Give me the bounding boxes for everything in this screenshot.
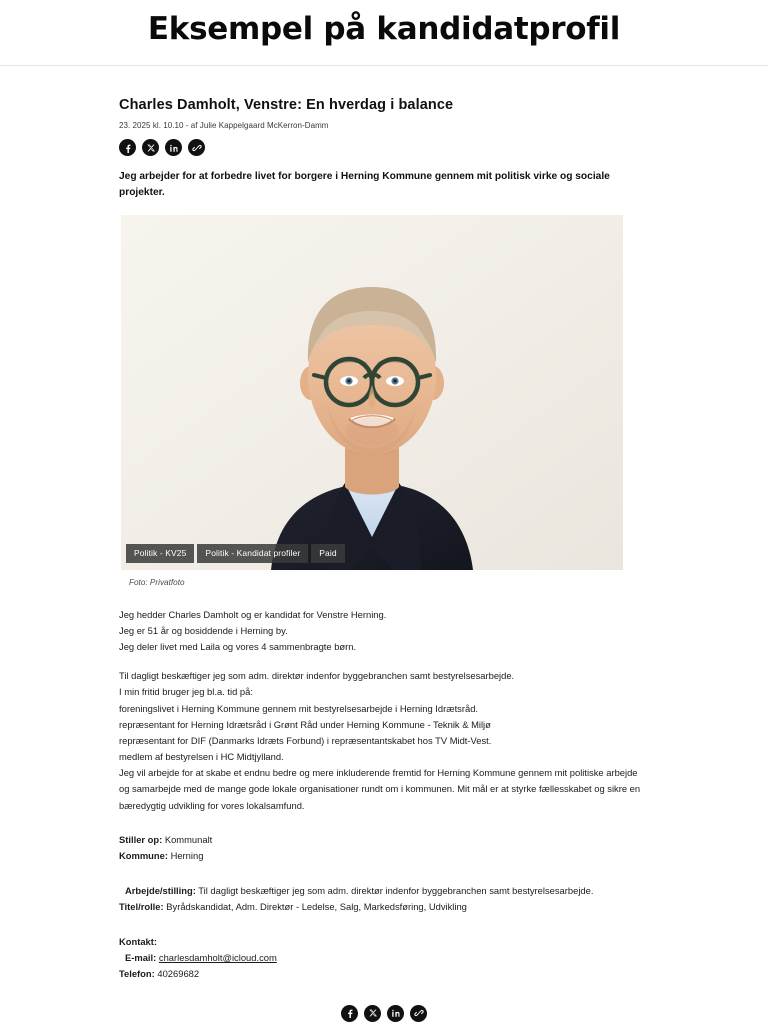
field-arbejde-stilling (119, 883, 649, 899)
social-share-row-top (119, 139, 649, 156)
field-label: Titel/rolle: (119, 901, 164, 913)
contact-email-line (119, 950, 649, 966)
page-title: Eksempel på kandidatprofil (147, 11, 621, 47)
body-line: Til dagligt beskæftiger jeg som adm. direktør indenfor byggebranchen samt bestyrelsesarbejde. (119, 670, 515, 682)
copy-link-icon (414, 1008, 424, 1018)
portrait-illustration (121, 215, 623, 570)
field-stiller-op (119, 832, 649, 848)
article-headline: Charles Damholt, Venstre: En hverdag i balance (119, 96, 454, 113)
field-label: Kommune: (119, 850, 168, 862)
x-share-icon (368, 1008, 378, 1018)
article-lead: Jeg arbejder for at forbedre livet for borgere i Herning Kommune gennem mit politisk virke og sociale projekter. (119, 171, 610, 199)
contact-email-label: E-mail: (125, 951, 157, 963)
category-tag[interactable]: Politik - KV25 (126, 544, 194, 563)
category-tag[interactable]: Politik - Kandidat profiler (197, 544, 308, 563)
facebook-share-button[interactable] (119, 139, 136, 156)
article-byline: 23. 2025 kl. 10.10 - af Julie Kappelgaard McKerron-Damm (119, 120, 329, 130)
body-line: repræsentant for Herning Idrætsråd i Grønt Råd under Herning Kommune - Teknik & Miljø (119, 718, 491, 730)
paragraph-spacer (119, 655, 649, 668)
banner (0, 0, 768, 66)
body-line: foreningslivet i Herning Kommune gennem mit bestyrelsesarbejde i Herning Idrætsråd. (119, 702, 479, 714)
copy-link-icon (192, 143, 202, 153)
candidate-portrait-photo (121, 215, 623, 570)
candidate-fields-primary (119, 832, 649, 865)
photo-caption: Foto: Privatfoto (129, 577, 185, 587)
field-value: Byrådskandidat, Adm. Direktør - Ledelse, Salg, Markedsføring, Udvikling (166, 901, 467, 913)
x-share-icon (146, 143, 156, 153)
field-value: Herning (170, 850, 204, 862)
contact-phone-line (119, 966, 649, 982)
linkedin-share-button[interactable] (387, 1005, 404, 1022)
field-kommune (119, 848, 649, 864)
field-label: Arbejde/stilling: (125, 884, 196, 896)
facebook-share-icon (123, 143, 133, 153)
copy-link-button[interactable] (188, 139, 205, 156)
category-tag-row (126, 544, 345, 563)
linkedin-share-icon (391, 1008, 401, 1018)
article (119, 66, 649, 1022)
facebook-share-icon (345, 1008, 355, 1018)
contact-heading: Kontakt: (119, 935, 158, 947)
contact-email-link[interactable]: charlesdamholt@icloud.com (158, 951, 277, 963)
body-line: Jeg er 51 år og bosiddende i Herning by. (119, 624, 288, 636)
field-label: Stiller op: (119, 833, 163, 845)
field-value: Kommunalt (164, 833, 213, 845)
body-line: I min fritid bruger jeg bl.a. tid på: (119, 686, 253, 698)
facebook-share-button[interactable] (341, 1005, 358, 1022)
body-paragraph: Jeg vil arbejde for at skabe et endnu bedre og mere inkluderende fremtid for Herning Kommune gennem mit politiske arbejde og samarbejde med de mange gode lokale organisationer rundt om i kommunen. Mit mål er at styrke fællesskabet og sikre en bæredygtig udvikling for vores lokalsamfund. (119, 767, 641, 811)
contact-block (119, 934, 649, 983)
x-share-button[interactable] (142, 139, 159, 156)
contact-phone-label: Telefon: (119, 968, 155, 980)
field-titel-rolle (119, 899, 649, 915)
linkedin-share-icon (169, 143, 179, 153)
body-line: medlem af bestyrelsen i HC Midtjylland. (119, 751, 284, 763)
body-line: repræsentant for DIF (Danmarks Idræts Forbund) i repræsentantskabet hos TV Midt-Vest. (119, 734, 492, 746)
x-share-button[interactable] (364, 1005, 381, 1022)
article-photo-figure (121, 215, 623, 570)
article-body (119, 607, 649, 814)
body-line: Jeg deler livet med Laila og vores 4 sammenbragte børn. (119, 640, 357, 652)
field-value: Til dagligt beskæftiger jeg som adm. direktør indenfor byggebranchen samt bestyrelsesarbejde. (198, 884, 594, 896)
social-share-row-bottom (119, 1005, 649, 1022)
contact-phone-value: 40269682 (157, 968, 200, 980)
category-tag[interactable]: Paid (311, 544, 344, 563)
linkedin-share-button[interactable] (165, 139, 182, 156)
candidate-fields-secondary (119, 883, 649, 916)
body-line: Jeg hedder Charles Damholt og er kandidat for Venstre Herning. (119, 608, 387, 620)
copy-link-button[interactable] (410, 1005, 427, 1022)
